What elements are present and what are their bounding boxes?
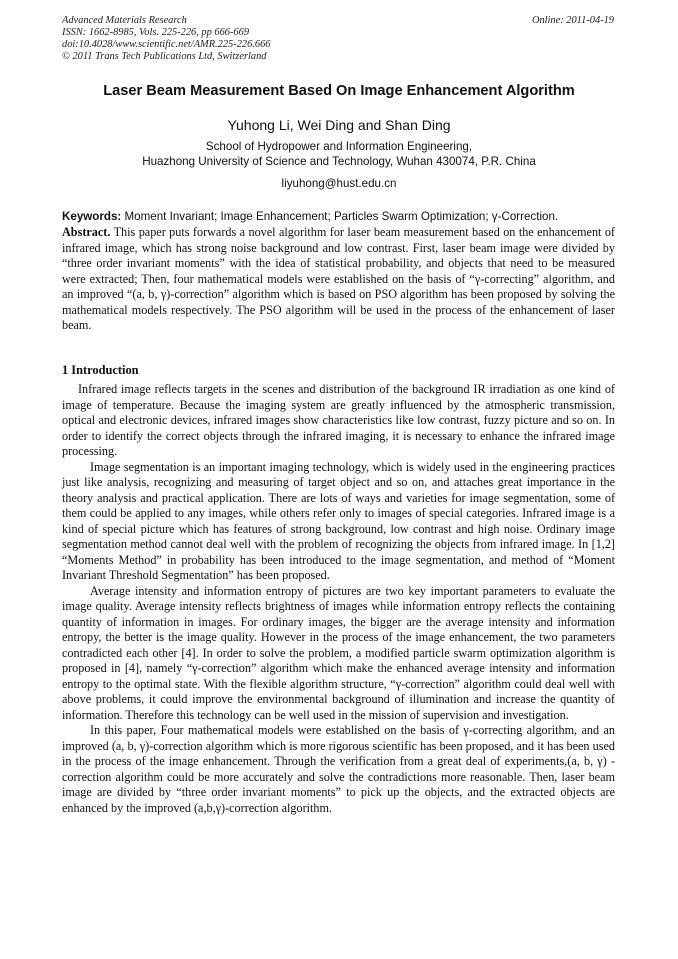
author-email: liyuhong@hust.edu.cn <box>281 177 397 190</box>
abstract-label: Abstract. <box>62 225 111 239</box>
paragraph: In this paper, Four mathematical models were established on the basis of γ-correcting algorithm, and an improved (a, b, γ)-correction algorithm which is more rigorous scientific has been proposed, and it has been used in the process of the image enhancement. Through the verification from a great deal of experiments,(a, b, γ) -correction algorithm could be more accurately and solve the contradictions more reasonable. Then, laser beam image are divided by “three order invariant moments” to pick up the objects, and the extracted objects are enhanced by the improved (a,b,γ)-correction algorithm. <box>62 723 615 815</box>
introduction-body <box>62 382 615 816</box>
paragraph: Average intensity and information entropy of pictures are two key important parameters to evaluate the image quality. Average intensity reflects brightness of images while information entropy reflects the containing quantity of information in images. For ordinary images, the bigger are the average intensity and information entropy, the better is the image quality. However in the process of the image enhancement, the two parameters contradicted each other [4]. In order to solve the problem, a modified particle swarm optimization algorithm is proposed in [4], namely “γ-correction” algorithm which make the enhanced average intensity and information entropy to the optimal state. With the flexible algorithm structure, “γ-correction” algorithm could deal well with above problems, it could improve the environmental background of illumination and increase the quantity of information. Therefore this technology can be well used in the mission of supervision and investigation. <box>62 583 615 722</box>
keywords-text: Moment Invariant; Image Enhancement; Particles Swarm Optimization; γ-Correction. <box>121 210 559 223</box>
issn-line: ISSN: 1662-8985, Vols. 225-226, pp 666-669 <box>62 27 250 38</box>
keywords <box>62 209 615 224</box>
section-heading: 1 Introduction <box>62 363 139 377</box>
paper-authors: Yuhong Li, Wei Ding and Shan Ding <box>227 117 451 133</box>
affiliation <box>0 139 678 169</box>
paper-title: Laser Beam Measurement Based On Image Enhancement Algorithm <box>103 83 575 99</box>
affiliation-line-1: School of Hydropower and Information Engineering, <box>205 140 473 153</box>
abstract-text: This paper puts forwards a novel algorithm for laser beam measurement based on the enhancement of infrared image, which has strong noise background and low contrast. First, laser beam image were divided by “three order invariant moments” with the idea of statistical probability, and objects that need to be measured were extracted; Then, four mathematical models were established on the basis of “γ-correcting” algorithm, and an improved “(a, b, γ)-correction” algorithm which is based on PSO algorithm has been proposed by solving the mathematical models respectively. The PSO algorithm will be used in the process of the enhancement of laser beam. <box>62 225 615 332</box>
doi-line: doi:10.4028/www.scientific.net/AMR.225-226.666 <box>62 39 271 50</box>
online-date: Online: 2011-04-19 <box>531 15 614 26</box>
affiliation-line-2: Huazhong University of Science and Technology, Wuhan 430074, P.R. China <box>142 155 536 168</box>
keywords-label: Keywords: <box>62 210 122 223</box>
paragraph: Image segmentation is an important imaging technology, which is widely used in the engineering practices just like analysis, recognizing and measuring of target object and so on, and attaches great importance in the theory analysis and practical application. There are lots of ways and varieties for image segmentation, some of them could be applied to any images, while others refer only to images of special categories. Infrared image is a kind of special picture which has features of strong background, low contrast and high noise. Ordinary image segmentation method cannot deal well with the problem of recognizing the objects from infrared image. In [1,2] “Moments Method” in probability has been introduced to the image segmentation, and method of “Moment Invariant Threshold Segmentation” has been proposed. <box>62 459 615 582</box>
paragraph: Infrared image reflects targets in the scenes and distribution of the background IR irradiation as one kind of image of temperature. Because the imaging system are greatly influenced by the atmospheric transmission, optical and electronic devices, infrared images show characteristics like low contrast, fuzzy picture and so on. In order to identify the correct objects through the infrared imaging, it is necessary to enhance the infrared image processing. <box>62 382 615 458</box>
abstract <box>62 225 615 334</box>
journal-header <box>62 15 270 63</box>
copyright-line: © 2011 Trans Tech Publications Ltd, Switzerland <box>62 51 267 62</box>
journal-name: Advanced Materials Research <box>62 15 187 26</box>
